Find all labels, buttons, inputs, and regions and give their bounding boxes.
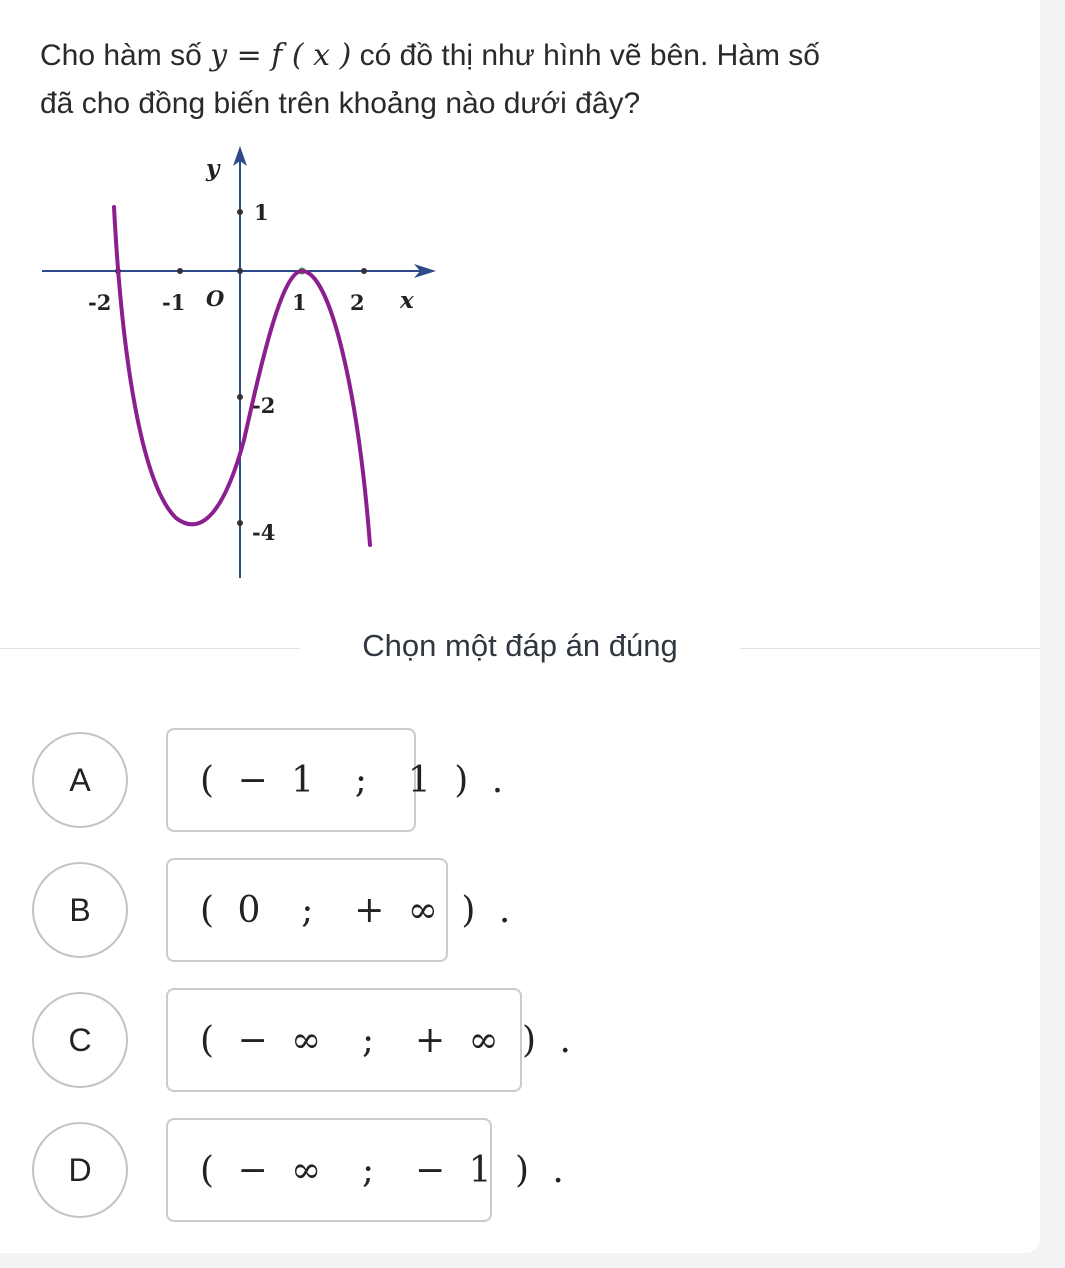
option-b-letter[interactable]: B xyxy=(32,862,128,958)
origin-label: O xyxy=(206,286,225,311)
y-tick-dot-minus4 xyxy=(237,520,243,526)
option-d-answer[interactable]: ( − ∞ ; − 1 ) . xyxy=(166,1118,492,1222)
option-a-letter[interactable]: A xyxy=(32,732,128,828)
question-line-2: đã cho đồng biến trên khoảng nào dưới đây? xyxy=(40,87,641,120)
y-tick-label-minus2: -2 xyxy=(252,393,276,418)
x-tick-dot-0 xyxy=(237,268,243,274)
x-tick-label-1: 1 xyxy=(292,290,307,315)
option-c-letter[interactable]: C xyxy=(32,992,128,1088)
question-text xyxy=(40,32,1000,128)
y-tick-dot-minus2 xyxy=(237,394,243,400)
option-a-answer[interactable]: ( − 1 ; 1 ) . xyxy=(166,728,416,832)
y-tick-label-1: 1 xyxy=(254,200,269,225)
option-c-answer[interactable]: ( − ∞ ; + ∞ ) . xyxy=(166,988,522,1092)
question-line-1 xyxy=(40,32,1000,80)
function-graph xyxy=(30,140,450,585)
function-curve xyxy=(114,207,370,545)
x-tick-label-2: 2 xyxy=(350,290,365,315)
divider-label: Chọn một đáp án đúng xyxy=(362,628,678,663)
x-axis-label: x xyxy=(400,287,414,314)
y-tick-label-minus4: -4 xyxy=(252,520,276,545)
option-d-letter[interactable]: D xyxy=(32,1122,128,1218)
question-prefix: Cho hàm số xyxy=(40,39,211,72)
question-formula: y = f ( x ) xyxy=(210,38,352,73)
x-tick-label-minus2: -2 xyxy=(88,290,112,315)
question-suffix: có đồ thị như hình vẽ bên. Hàm số xyxy=(351,39,820,72)
option-b-answer[interactable]: ( 0 ; + ∞ ) . xyxy=(166,858,448,962)
y-tick-dot-1 xyxy=(237,209,243,215)
x-tick-label-minus1: -1 xyxy=(162,290,186,315)
answer-divider xyxy=(0,620,1040,676)
x-tick-dot-minus1 xyxy=(177,268,183,274)
x-tick-dot-2 xyxy=(361,268,367,274)
y-axis-label: y xyxy=(206,155,220,182)
